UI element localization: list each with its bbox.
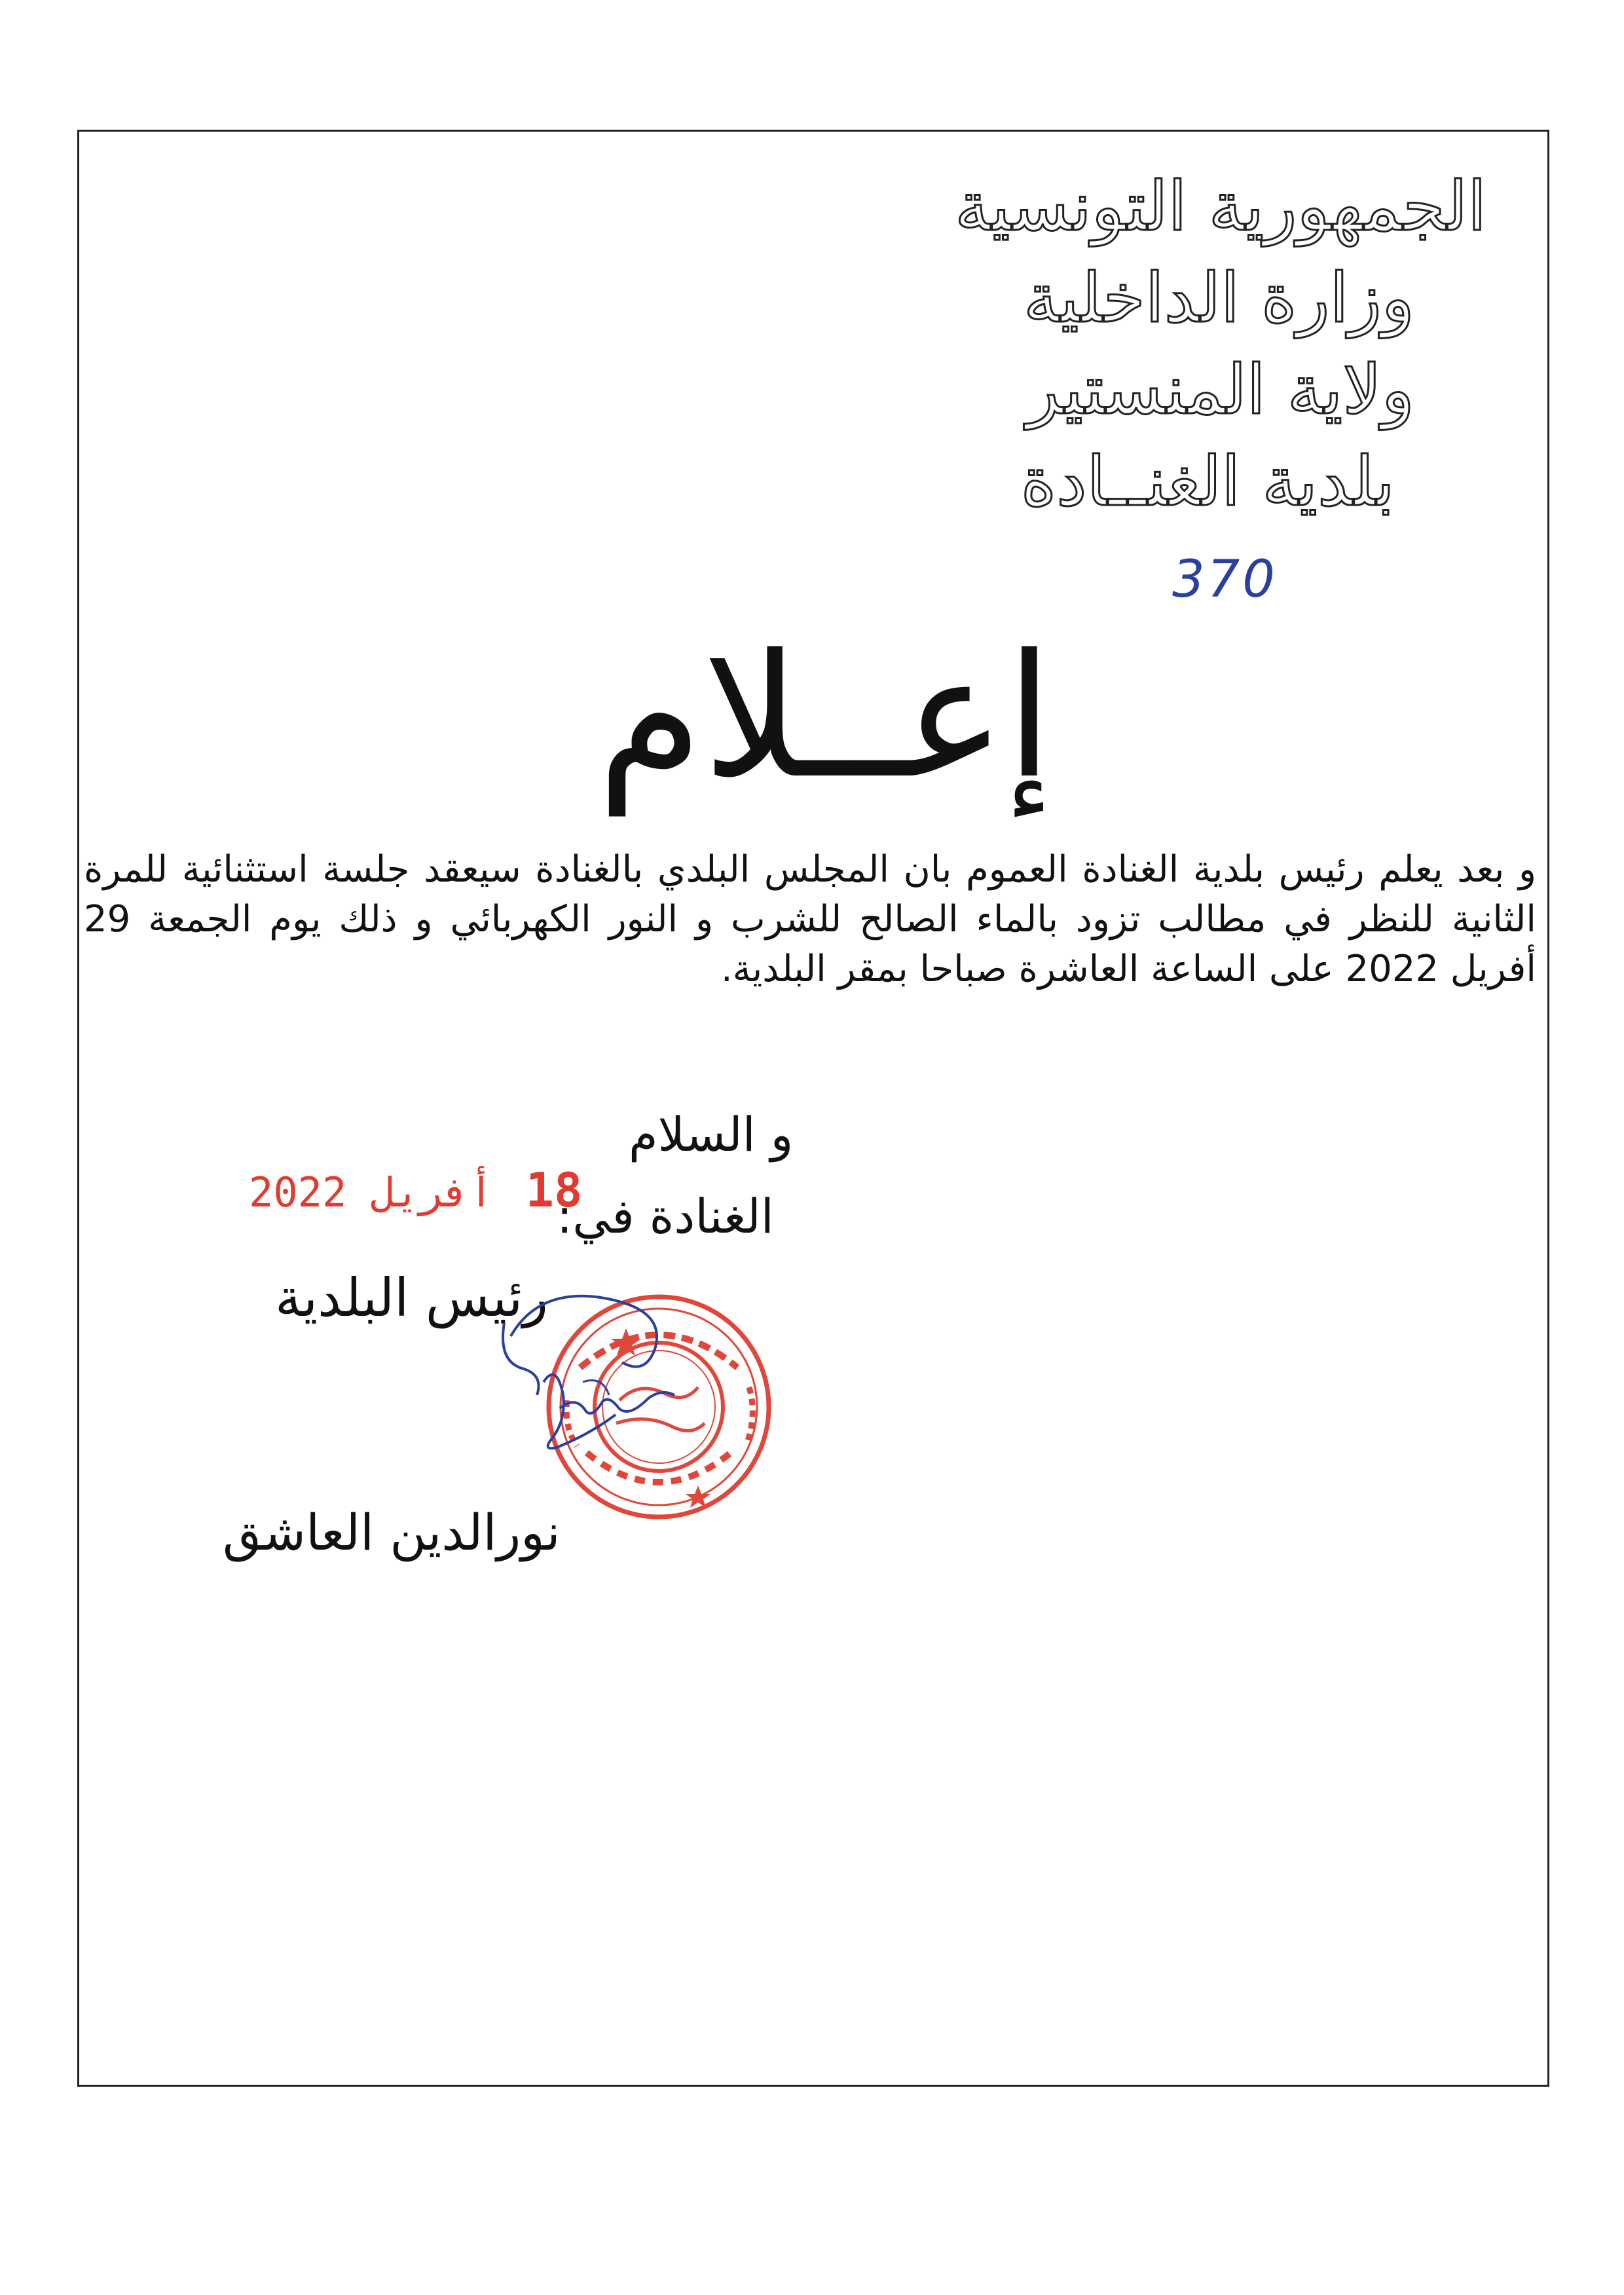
place-date-label: الغنادة في: [557, 1189, 774, 1244]
letterhead-governorate: ولاية المنستير [1026, 350, 1414, 430]
signature-icon [498, 1284, 707, 1480]
date-stamp-month-year: أفريل 2022 [249, 1168, 494, 1216]
reference-number: 370 [1172, 550, 1278, 609]
signatory-title: رئيس البلدية [275, 1267, 548, 1328]
date-stamp [249, 1163, 582, 1218]
body-paragraph: و بعد يعلم رئيس بلدية الغنادة العموم بان المجلس البلدي بالغنادة سيعقد جلسة استثنائية للمرة الثانية للنظر في مطالب تزود بالماء الصالح للشرب و النور الكهربائي و ذلك يوم الجمعة 29 أفريل 2022 على الساعة العاشرة صباحا بمقر البلدية. [84, 848, 1536, 990]
announcement-title: إعــلام [597, 618, 1053, 816]
letterhead [707, 160, 1493, 527]
salutation: و السلام [629, 1107, 794, 1162]
letterhead-republic: الجمهورية التونسية [954, 166, 1486, 246]
signatory-name: نورالدين العاشق [223, 1503, 561, 1561]
announcement-body [84, 845, 1536, 994]
letterhead-municipality: بلدية الغنــادة [1020, 441, 1395, 521]
date-stamp-day: 18 [525, 1163, 583, 1218]
letterhead-ministry: وزارة الداخلية [1023, 258, 1414, 338]
